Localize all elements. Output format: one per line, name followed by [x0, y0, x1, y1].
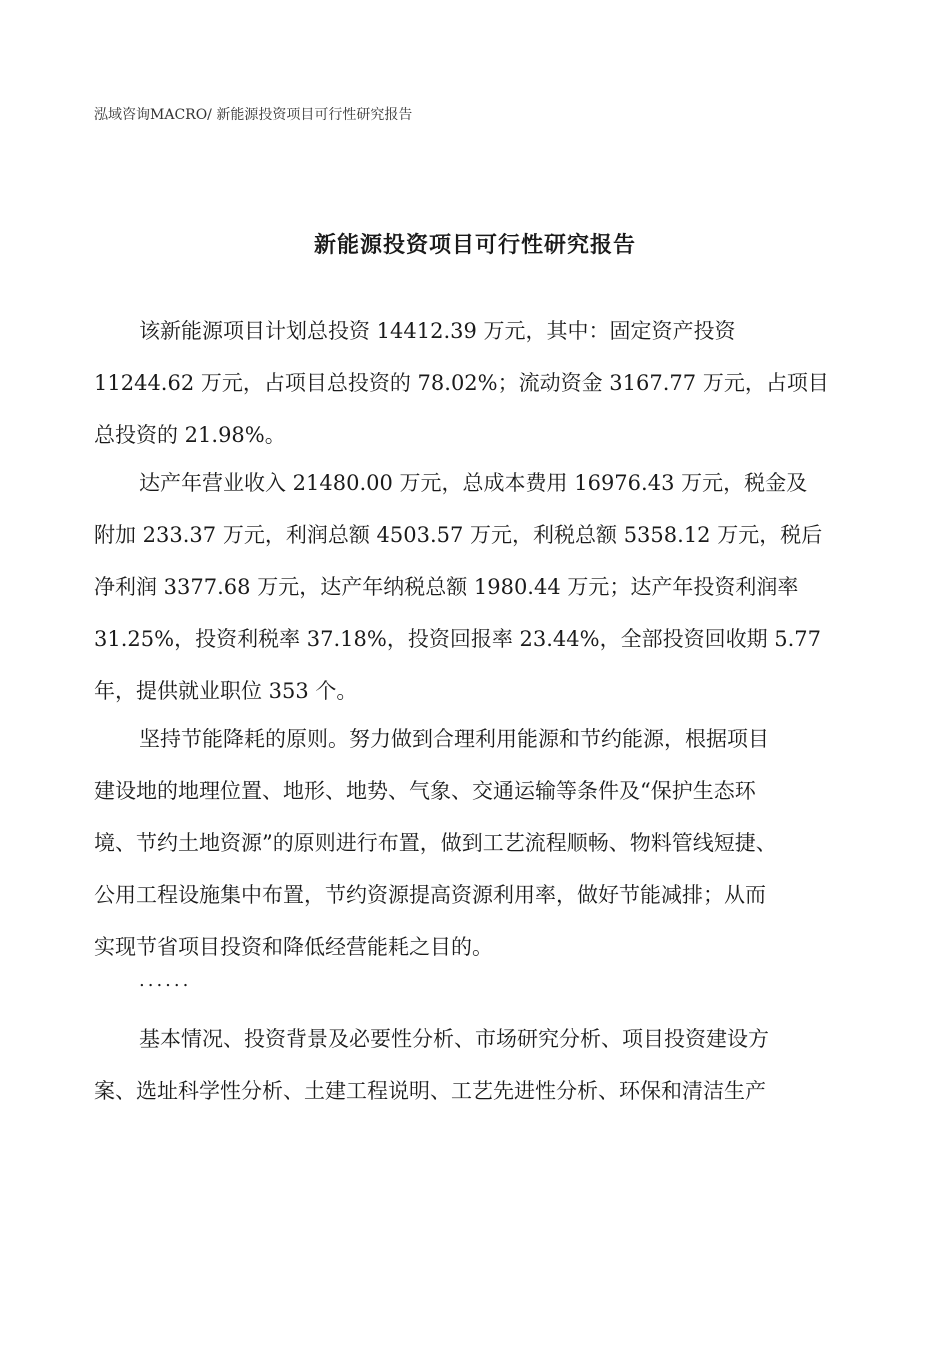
paragraph-line: 净利润 3377.68 万元，达产年纳税总额 1980.44 万元；达产年投资利润率 [94, 575, 799, 599]
paragraph-line: 31.25%，投资利税率 37.18%，投资回报率 23.44%，全部投资回收期 5.77 [94, 627, 822, 651]
paragraph-line: 该新能源项目计划总投资 14412.39 万元，其中：固定资产投资 [139, 319, 736, 343]
paragraph-line: 坚持节能降耗的原则。努力做到合理利用能源和节约能源，根据项目 [139, 727, 769, 751]
paragraph-line: 建设地的地理位置、地形、地势、气象、交通运输等条件及“保护生态环 [94, 779, 756, 803]
paragraph-line: 基本情况、投资背景及必要性分析、市场研究分析、项目投资建设方 [139, 1027, 769, 1051]
paragraph-line: 总投资的 21.98%。 [94, 423, 286, 447]
paragraph-line: 公用工程设施集中布置，节约资源提高资源利用率，做好节能减排；从而 [94, 883, 766, 907]
paragraph-line: 年，提供就业职位 353 个。 [94, 679, 358, 703]
paragraph-energy-principle [94, 713, 874, 973]
paragraph-contents-overview [94, 1013, 874, 1117]
document-title: 新能源投资项目可行性研究报告 [313, 233, 636, 258]
paragraph-investment-summary [94, 305, 874, 461]
paragraph-line: 11244.62 万元，占项目总投资的 78.02%；流动资金 3167.77 万元，占项目 [94, 371, 829, 395]
header-breadcrumb: 泓域咨询MACRO/ 新能源投资项目可行性研究报告 [94, 107, 413, 123]
paragraph-line: 附加 233.37 万元，利润总额 4503.57 万元，利税总额 5358.12 万元，税后 [94, 523, 823, 547]
paragraph-financial-indicators [94, 457, 874, 717]
paragraph-line: 案、选址科学性分析、土建工程说明、工艺先进性分析、环保和清洁生产 [94, 1079, 766, 1103]
paragraph-line: 达产年营业收入 21480.00 万元，总成本费用 16976.43 万元，税金及 [139, 471, 808, 495]
paragraph-line: 实现节省项目投资和降低经营能耗之目的。 [94, 935, 493, 959]
ellipsis-separator: ...... [139, 970, 192, 991]
paragraph-line: 境、节约土地资源”的原则进行布置，做到工艺流程顺畅、物料管线短捷、 [94, 831, 777, 855]
